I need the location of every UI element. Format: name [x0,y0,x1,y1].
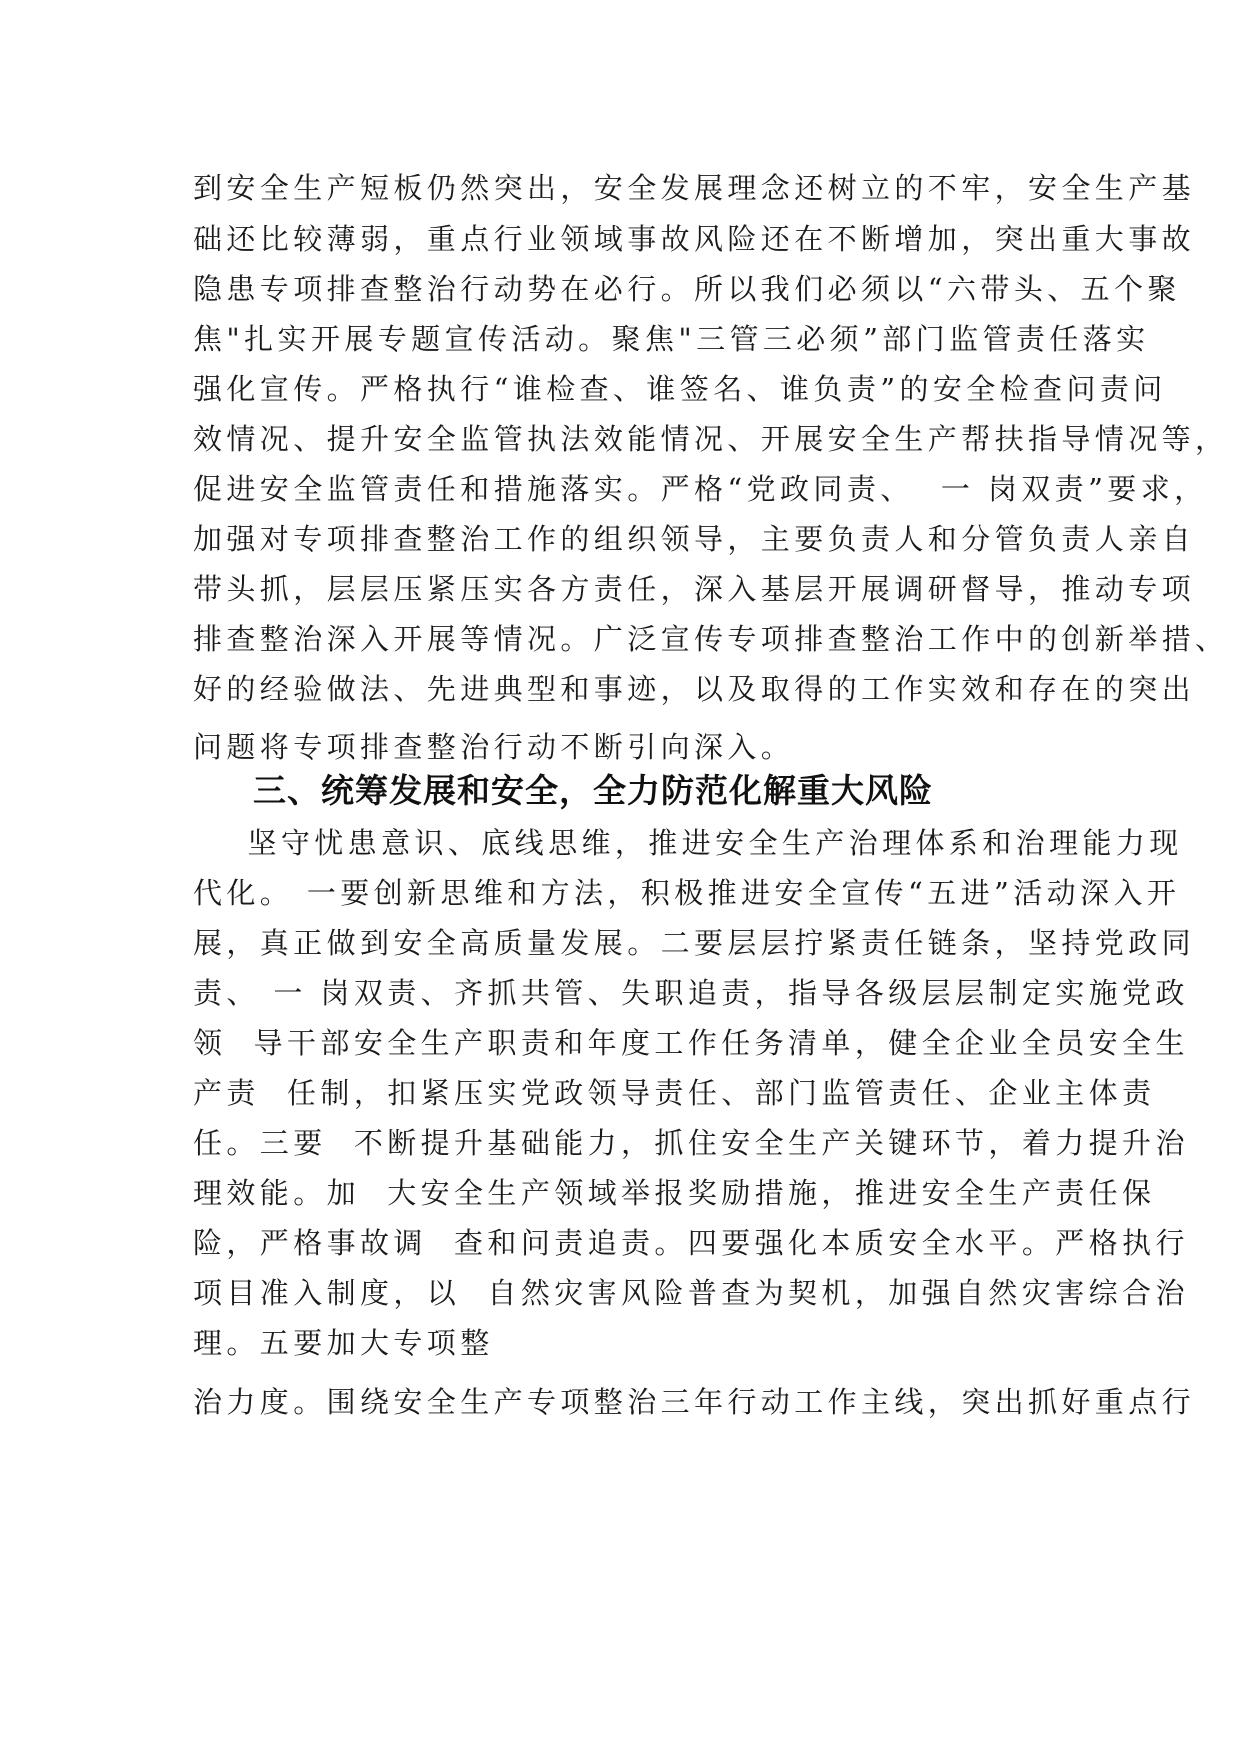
paragraph-line: 排查整治深入开展等情况。广泛宣传专项排查整治工作中的创新举措、 [193,622,1229,656]
paragraph-line: 础还比较薄弱，重点行业领域事故风险还在不断增加，突出重大事故 [193,222,1196,256]
section-heading: 三、统筹发展和安全，全力防范化解重大风险 [253,771,933,810]
paragraph-line: 领 导干部安全生产职责和年度工作任务清单，健全企业全员安全生 [193,1026,1189,1060]
paragraph-line: 问题将专项排查整治行动不断引向深入。 [193,730,795,764]
paragraph-line: 到安全生产短板仍然突出，安全发展理念还树立的不牢，安全生产基 [193,171,1196,205]
paragraph-line: 产责 任制，扣紧压实党政领导责任、部门监管责任、企业主体责 [193,1076,1156,1110]
paragraph-line: 理效能。加 大安全生产领域举报奖励措施，推进安全生产责任保 [193,1176,1156,1210]
paragraph-line: 坚守忧患意识、底线思维，推进安全生产治理体系和治理能力现 [193,826,1183,860]
paragraph-line: 隐患专项排查整治行动势在必行。所以我们必须以“六带头、五个聚 [193,272,1181,306]
paragraph-line: 项目准入制度，以 自然灾害风险普查为契机，加强自然灾害综合治 [193,1276,1189,1310]
paragraph-line: 理。五要加大专项整 [193,1326,494,1360]
paragraph-line: 好的经验做法、先进典型和事迹，以及取得的工作实效和存在的突出 [193,672,1196,706]
paragraph-line: 强化宣传。严格执行“谁检查、谁签名、谁负责”的安全检查问责问 [193,372,1167,406]
paragraph-line: 展，真正做到安全高质量发展。二要层层拧紧责任链条，坚持党政同 [193,926,1196,960]
paragraph-line: 焦"扎实开展专题宣传活动。聚焦"三管三必须”部门监管责任落实 [193,322,1150,356]
paragraph-line: 加强对专项排查整治工作的组织领导，主要负责人和分管负责人亲自 [193,522,1196,556]
paragraph-line: 带头抓，层层压紧压实各方责任，深入基层开展调研督导，推动专项 [193,572,1196,606]
paragraph-line: 效情况、提升安全监管执法效能情况、开展安全生产帮扶指导情况等， [193,422,1229,456]
paragraph-line: 代化。 一要创新思维和方法，积极推进安全宣传“五进”活动深入开 [193,876,1181,910]
paragraph-line: 险，严格事故调 查和问责追责。四要强化本质安全水平。严格执行 [193,1226,1189,1260]
paragraph-line: 任。三要 不断提升基础能力，抓住安全生产关键环节，着力提升治 [193,1126,1189,1160]
paragraph-line: 促进安全监管责任和措施落实。严格“党政同责、 一 岗双责”要求， [193,472,1208,506]
paragraph-line: 治力度。围绕安全生产专项整治三年行动工作主线，突出抓好重点行 [193,1385,1196,1419]
paragraph-line: 责、 一 岗双责、齐抓共管、失职追责，指导各级层层制定实施党政 [193,976,1189,1010]
